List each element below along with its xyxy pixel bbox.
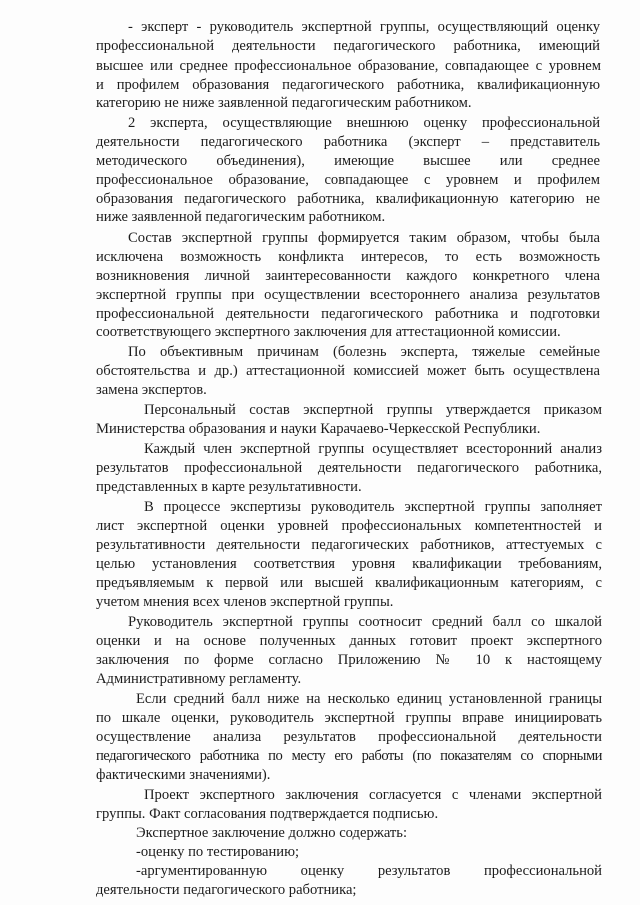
text-line: По объективным причинам (болезнь эксперта, тяжелые семейные [128, 344, 600, 360]
text-line: деятельности педагогического работника (эксперт – представитель [96, 134, 600, 150]
text-line: Руководитель экспертной группы соотносит средний балл со шкалой [128, 614, 602, 630]
text-line: осуществление анализа результатов профессиональной деятельности [96, 729, 602, 745]
text-line: экспертной группы при осуществлении всестороннего анализа результатов [96, 287, 600, 303]
text-line: и профилем образования педагогического работника, квалификационную [96, 77, 600, 93]
text-line: Состав экспертной группы формируется таким образом, чтобы была [128, 230, 600, 246]
text-line: представленных в карте результативности. [96, 479, 362, 495]
text-line: профессиональной деятельности педагогического работника, имеющий [96, 38, 600, 54]
text-line: категорию не ниже заявленной педагогическим работником. [96, 95, 472, 111]
text-line: предъявляемым к первой или высшей квалификационным категориям, с [96, 575, 602, 591]
text-line: целью установления соответствия уровня квалификации требованиям, [96, 556, 602, 572]
text-line: группы. Факт согласования подтверждается подписью. [96, 806, 439, 822]
text-line: методического объединения), имеющие высшее или среднее [96, 153, 600, 169]
text-line: Каждый член экспертной группы осуществляет всесторонний анализ [144, 441, 602, 457]
text-line: оценки и на основе полученных данных готовит проект экспертного [96, 633, 602, 649]
text-line: результативности деятельности педагогических работников, аттестуемых с [96, 537, 602, 553]
text-line: заключения по форме согласно Приложению № 10 к настоящему [96, 652, 602, 668]
text-line: замена экспертов. [96, 382, 207, 398]
text-line: -аргументированную оценку результатов профессиональной [136, 863, 602, 879]
text-line: по шкале оценки, руководитель экспертной группы вправе инициировать [96, 710, 602, 726]
text-line: Персональный состав экспертной группы утверждается приказом [144, 402, 602, 418]
text-line: образования педагогического работника, квалификационную категорию не [96, 191, 600, 207]
text-line: ниже заявленной педагогическим работником. [96, 209, 386, 225]
text-line: В процессе экспертизы руководитель экспертной группы заполняет [144, 499, 602, 515]
text-line: лист экспертной оценки уровней профессиональных компетентностей и [96, 518, 602, 534]
text-line: Проект экспертного заключения согласуется с членами экспертной [144, 787, 602, 803]
text-line: 2 эксперта, осуществляющие внешнюю оценку профессиональной [128, 115, 600, 131]
text-line: обстоятельства и др.) аттестационной комиссией может быть осуществлена [96, 363, 600, 379]
text-line: Экспертное заключение должно содержать: [136, 825, 408, 841]
text-line: исключена возможность конфликта интересов, то есть возможность [96, 249, 600, 265]
text-line: соответствующего экспертного заключения для аттестационной комиссии. [96, 324, 561, 340]
text-line: -оценку по тестированию; [136, 844, 300, 860]
text-line: профессиональное образование, совпадающее с уровнем и профилем [96, 172, 600, 188]
text-line: высшее или среднее профессиональное образование, совпадающее с уровнем [96, 58, 601, 74]
text-line: профессиональной деятельности педагогического работника и подготовки [96, 306, 600, 322]
text-line: Если средний балл ниже на несколько единиц установленной границы [136, 691, 602, 707]
text-line: Административному регламенту. [96, 671, 302, 687]
text-line: учетом мнения всех членов экспертной группы. [96, 594, 394, 610]
text-line: результатов профессиональной деятельности педагогического работника, [96, 460, 602, 476]
text-line: педагогического работника по месту его работы (по показателям со спорными [96, 748, 602, 764]
text-line: деятельности педагогического работника; [96, 882, 357, 898]
text-line: - эксперт - руководитель экспертной группы, осуществляющий оценку [128, 19, 600, 35]
text-line: фактическими значениями). [96, 767, 271, 783]
text-line: возникновения личной заинтересованности каждого конкретного члена [96, 268, 600, 284]
text-line: Министерства образования и науки Карачаево-Черкесской Республики. [96, 421, 541, 437]
